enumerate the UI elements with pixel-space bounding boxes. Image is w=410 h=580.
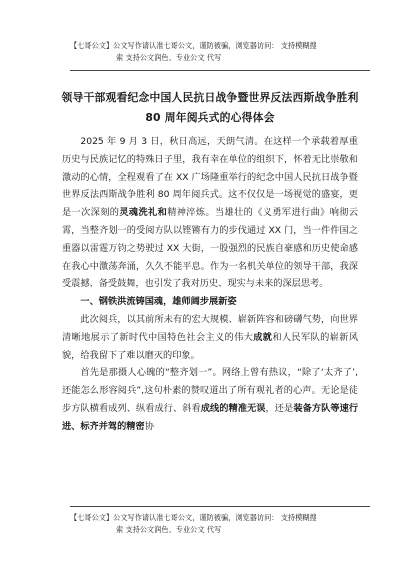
footer-divider xyxy=(70,506,370,507)
header-divider xyxy=(70,70,370,71)
paragraph-text: 2025 年 9 月 3 日，秋日高远，天朗气清。在这样一个承载着厚重历史与民族记忆的特殊日子里，我有幸在单位的组织下，怀着无比崇敬和激动的心情，全程观看了在 XX 广场隆重举行的纪念中国人民抗日战争暨世界反法西斯战争胜利 80 周年阅兵式。这不仅仅是一场视觉的盛宴，更是一次深刻的 xyxy=(62,136,358,219)
page-header xyxy=(70,40,370,64)
document-title xyxy=(60,88,360,128)
emphasis-text: 灵魂洗礼和 xyxy=(119,207,168,219)
paragraph-intro xyxy=(62,133,358,293)
paragraph-text: 协 xyxy=(144,420,154,432)
emphasis-text: 成就 xyxy=(253,331,273,343)
paragraph-text: 此次阅兵，以其前所未有的宏大规模、崭新阵容和磅礴气势，向世界清晰地展示了新时代中国特色社会主义的伟大 xyxy=(62,313,358,343)
section-heading: 一、钢铁洪流铸国魂，雄师阔步展新姿 xyxy=(80,296,237,308)
paragraph-parade xyxy=(62,311,358,364)
footer-line-2: 索 支持公文润色、专业公文 代写 xyxy=(116,525,222,534)
paragraph-text: ，还是 xyxy=(265,402,294,414)
emphasis-text: 装备方队等速行进、标齐并驾的精密 xyxy=(62,402,359,432)
header-line-1: 【七哥公文】公文写作请认准七哥公文，谨防被骗，浏览器访问： 支持模糊搜 xyxy=(70,41,317,50)
document-body xyxy=(62,133,358,436)
paragraph-text: 和人民军队的崭新风貌，给我留下了难以磨灭的印象。 xyxy=(62,331,359,361)
title-line-2: 80 周年阅兵式的心得体会 xyxy=(145,111,275,124)
paragraph-uniformity xyxy=(62,364,358,435)
header-line-2: 索 支持公文润色、专业公文 代写 xyxy=(116,53,222,62)
paragraph-text: 首先是那摄人心魄的“整齐划一”。网络上曾有热议，“除了‘太齐了’,还能怎么形容阅兵”,这句朴素的赞叹道出了所有观礼者的心声。无论是徒步方队横看成列、纵看成行、斜看 xyxy=(62,367,358,414)
emphasis-text: 成线的精准无误 xyxy=(200,402,266,414)
paragraph-text: 精神淬炼。当雄壮的《义勇军进行曲》响彻云霄，当整齐划一的受阅方队以铿锵有力的步伐通过 XX 门，当一件件国之重器以雷霆万钧之势驶过 XX 大街，一股强烈的民族自豪感和历史使命感在我心中激荡奔涌，久久不能平息。作为一名机关单位的领导干部，我深受震撼、备受鼓舞，也引发了我对历史、现实与未来的深层思考。 xyxy=(62,207,359,290)
title-line-1: 领导干部观看纪念中国人民抗日战争暨世界反法西斯战争胜利 xyxy=(61,91,359,104)
page-footer xyxy=(70,512,370,536)
footer-line-1: 【七哥公文】公文写作请认准七哥公文，谨防被骗，浏览器访问： 支持模糊搜 xyxy=(70,513,317,522)
